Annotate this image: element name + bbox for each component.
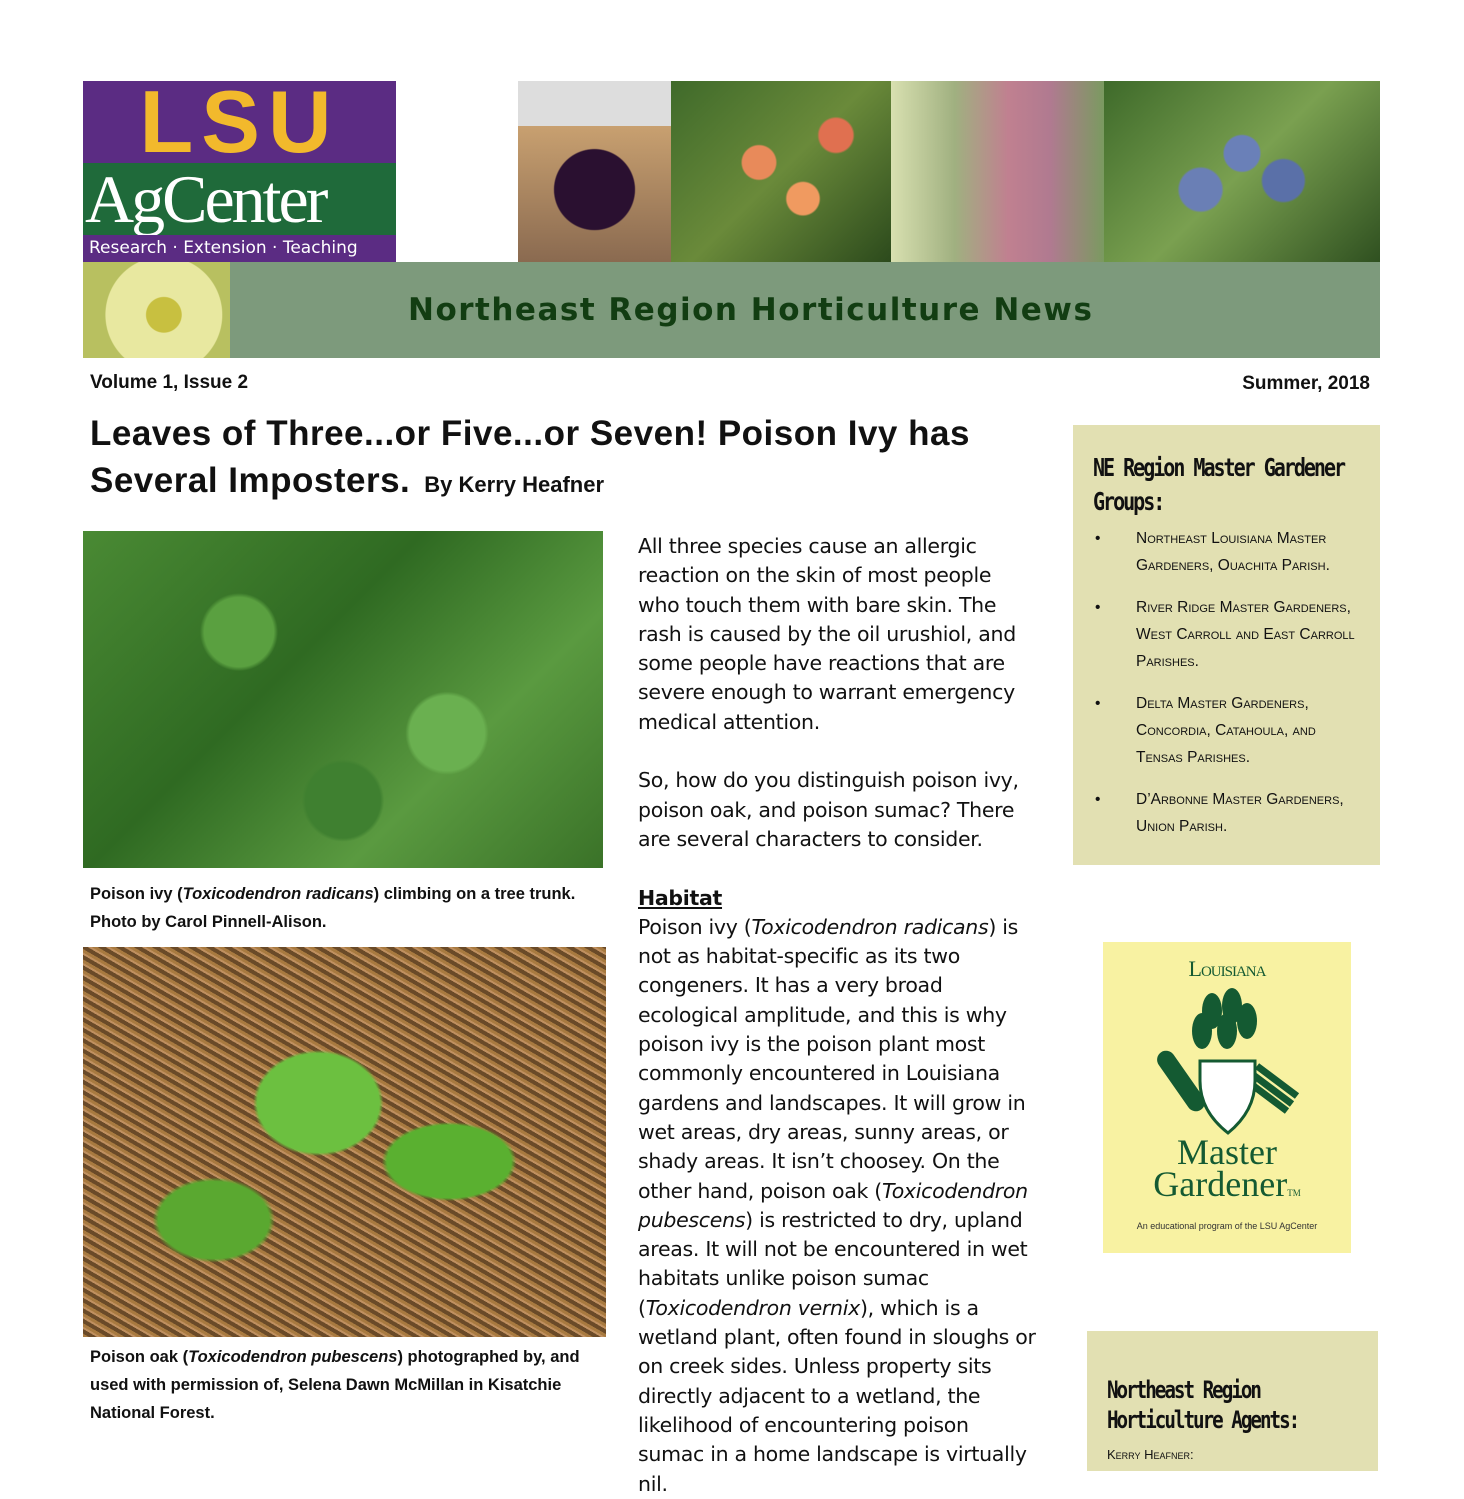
photo-caption: Poison ivy (Toxicodendron radicans) climbing on a tree trunk. Photo by Carol Pinnell-Alison.: [90, 885, 576, 931]
master-gardener-groups-box: [1073, 425, 1380, 865]
poison-ivy-photo: [83, 531, 603, 868]
blueberries-photo: [1104, 81, 1380, 262]
trowel-plant-icon: [1152, 986, 1302, 1136]
horticulture-agents-box: [1087, 1331, 1378, 1471]
photo-caption: Poison oak (Toxicodendron pubescens) photographed by, and used with permission of, Selena Dawn McMillan in Kisatchie National Forest.: [90, 1348, 580, 1422]
paragraph: All three species cause an allergic reaction on the skin of most people who touch them with bare skin. The rash is caused by the oil urushiol, and some people have reactions that are severe enough to warrant emergency medical attention.: [638, 534, 1016, 734]
logo-text: Master GardenerTM: [1153, 1132, 1301, 1204]
list-item: • Delta Master Gardeners, Concordia, Catahoula, and Tensas Parishes.: [1093, 690, 1366, 771]
peaches-photo: [671, 81, 891, 262]
list-item: • D’Arbonne Master Gardeners, Union Parish.: [1093, 786, 1366, 840]
list-item: • Northeast Louisiana Master Gardeners, Ouachita Parish.: [1093, 525, 1366, 579]
section-heading-habitat: Habitat: [638, 885, 723, 910]
agent-name: Kerry Heafner:: [1107, 1447, 1194, 1462]
daisy-photo: [83, 262, 230, 358]
newsletter-title: Northeast Region Horticulture News: [230, 262, 1380, 358]
paragraph: Poison ivy (Toxicodendron radicans) is not as habitat-specific as its two congeners. It has a very broad ecological amplitude, and this is why poison ivy is the poison plant most commonly encountered in Louisiana gardens and landscapes. It will grow in wet areas, dry areas, sunny areas, or shady areas. It isn’t choosey. On the other hand, poison oak (Toxicodendron pubescens) is restricted to dry, upland areas. It will not be encountered in wet habitats unlike poison sumac (Toxicodendron vernix), which is a wetland plant, often found in sloughs or on creek sides. Unless property sits directly adjacent to a wetland, the likelihood of encountering poison sumac in a home landscape is virtually nil.: [638, 914, 1036, 1496]
logo-tagline: Research · Extension · Teaching: [83, 235, 396, 262]
byline: By Kerry Heafner: [424, 472, 605, 497]
article-body: [638, 532, 1038, 1499]
sidebar-heading: NE Region Master Gardener Groups:: [1093, 453, 1345, 516]
master-gardener-logo: [1103, 942, 1351, 1253]
flowers-photo: [891, 81, 1104, 262]
poison-oak-photo: [83, 947, 606, 1337]
issue-date: Summer, 2018: [1242, 373, 1370, 394]
list-item: • River Ridge Master Gardeners, West Carroll and East Carroll Parishes.: [1093, 594, 1366, 675]
logo-agcenter: AgCenter: [83, 163, 396, 235]
headline-text: Leaves of Three...or Five...or Seven! Poison Ivy has Several Imposters.: [90, 414, 970, 500]
article-headline: [90, 410, 1050, 504]
paragraph: So, how do you distinguish poison ivy, poison oak, and poison sumac? There are several characters to consider.: [638, 768, 1019, 851]
lsu-agcenter-logo: [83, 81, 396, 262]
sidebar-heading: Northeast Region Horticulture Agents:: [1107, 1376, 1299, 1434]
logo-subtitle: An educational program of the LSU AgCenter: [1136, 1221, 1318, 1231]
logo-text: Louisiana: [1188, 956, 1266, 981]
volume-issue: Volume 1, Issue 2: [90, 372, 249, 393]
logo-lsu: LSU: [83, 81, 396, 163]
eggplant-photo: [518, 81, 671, 262]
